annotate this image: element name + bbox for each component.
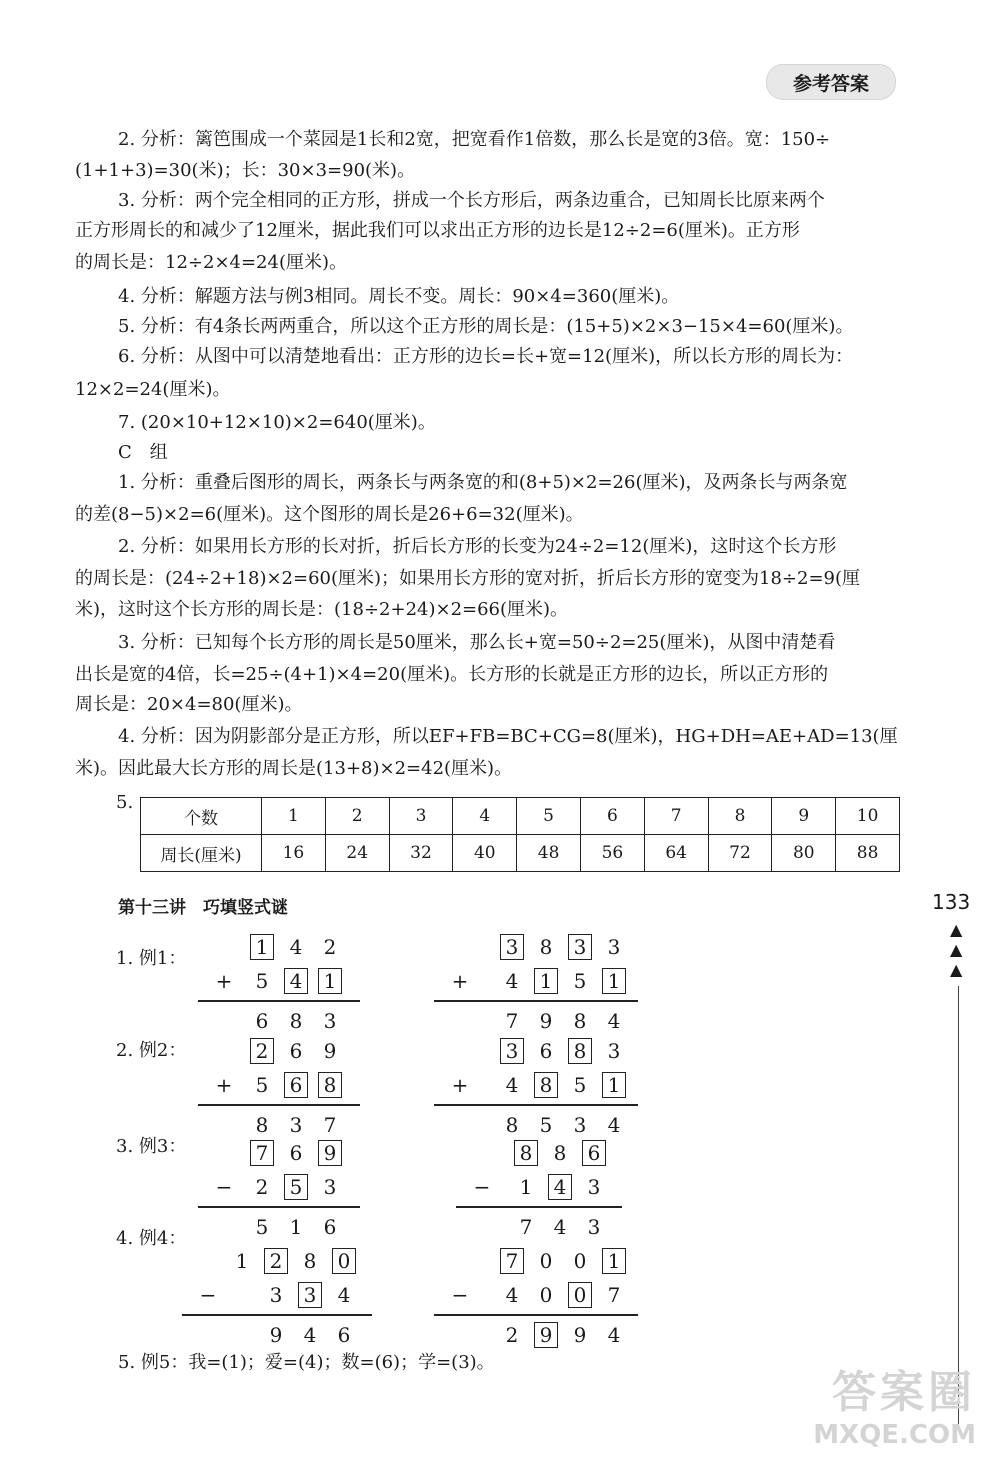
- puzzle-digit: 6: [323, 1215, 337, 1239]
- puzzle-digit: 4: [607, 1113, 621, 1137]
- puzzle-digit: 4: [289, 935, 303, 959]
- puzzle-boxed-digit: 8: [534, 1072, 558, 1098]
- minus-sign: −: [451, 1283, 469, 1307]
- puzzle-digit: 7: [607, 1283, 621, 1307]
- table-cell: 88: [836, 835, 900, 872]
- puzzle-boxed-digit: 2: [250, 1038, 274, 1064]
- text-line: 2. 分析：篱笆围成一个菜园是1长和2宽，把宽看作1倍数，那么长是宽的3倍。宽：150÷: [118, 129, 831, 150]
- text-line: 3. 分析：已知每个长方形的周长是50厘米，那么长+宽=50÷2=25(厘米)，从图中清楚看: [118, 632, 836, 653]
- puzzle-boxed-digit: 9: [534, 1322, 558, 1348]
- puzzle-digit: 6: [289, 1039, 303, 1063]
- puzzle-digit: 3: [607, 1039, 621, 1063]
- table-cell: 72: [708, 835, 772, 872]
- puzzle-label: 1. 例1：: [116, 948, 187, 969]
- puzzle-digit: 5: [573, 1073, 587, 1097]
- plus-sign: +: [451, 969, 469, 993]
- puzzle-digit: 4: [553, 1215, 567, 1239]
- puzzle-digit: 9: [269, 1323, 283, 1347]
- puzzle-boxed-digit: 1: [250, 934, 274, 960]
- puzzle-boxed-digit: 7: [500, 1248, 524, 1274]
- final-answer-line: 5. 例5：我=(1)；爱=(4)；数=(6)；学=(3)。: [118, 1352, 495, 1373]
- puzzle-boxed-digit: 2: [264, 1248, 288, 1274]
- perimeter-table: [140, 797, 900, 872]
- table-cell: 80: [772, 835, 836, 872]
- puzzle-digit: 8: [255, 1113, 269, 1137]
- puzzle-boxed-digit: 8: [514, 1140, 538, 1166]
- puzzle-label: 2. 例2：: [116, 1040, 187, 1061]
- puzzle-digit: 8: [553, 1141, 567, 1165]
- table-cell: 24: [325, 835, 389, 872]
- text-line: 的周长是：12÷2×4=24(厘米)。: [75, 252, 348, 273]
- triangle-icon: ▲: [950, 960, 963, 979]
- text-line: 正方形周长的和减少了12厘米，据此我们可以求出正方形的边长是12÷2=6(厘米)。正方形: [75, 220, 800, 241]
- puzzle-digit: 4: [607, 1009, 621, 1033]
- puzzle-boxed-digit: 3: [500, 1038, 524, 1064]
- puzzle-digit: 9: [539, 1009, 553, 1033]
- puzzle-rule: [182, 1314, 372, 1316]
- puzzle-boxed-digit: 1: [602, 1072, 626, 1098]
- text-line: 米)，这时这个长方形的周长是：(18÷2+24)×2=66(厘米)。: [75, 599, 569, 620]
- puzzle-boxed-digit: 1: [534, 968, 558, 994]
- puzzle-boxed-digit: 1: [318, 968, 342, 994]
- puzzle-digit: 8: [539, 935, 553, 959]
- plus-sign: +: [215, 1073, 233, 1097]
- puzzle-rule: [456, 1206, 622, 1208]
- puzzle-digit: 3: [323, 1009, 337, 1033]
- minus-sign: −: [473, 1175, 491, 1199]
- plus-sign: +: [451, 1073, 469, 1097]
- puzzle-digit: 8: [303, 1249, 317, 1273]
- table-cell: 5: [517, 798, 581, 835]
- table-cell: 9: [772, 798, 836, 835]
- watermark-logo-text: 答案圈: [832, 1367, 976, 1418]
- text-line: 1. 分析：重叠后图形的周长，两条长与两条宽的和(8+5)×2=26(厘米)，及两条长与两条宽: [118, 472, 848, 493]
- table-cell: 3: [389, 798, 453, 835]
- table-cell: 8: [708, 798, 772, 835]
- puzzle-boxed-digit: 7: [250, 1140, 274, 1166]
- puzzle-rule: [198, 1000, 360, 1002]
- table-cell: 7: [644, 798, 708, 835]
- puzzle-rule: [434, 1314, 638, 1316]
- text-line: 4. 分析：因为阴影部分是正方形，所以EF+FB=BC+CG=8(厘米)，HG+DH=AE+AD=13(厘: [118, 726, 898, 747]
- table-row: [141, 798, 900, 835]
- puzzle-rule: [434, 1104, 638, 1106]
- puzzle-digit: 5: [539, 1113, 553, 1137]
- answer-key-badge: 参考答案: [766, 64, 896, 100]
- table-cell: 40: [453, 835, 517, 872]
- table-cell: 个数: [141, 798, 262, 835]
- puzzle-digit: 6: [539, 1039, 553, 1063]
- puzzle-digit: 2: [323, 935, 337, 959]
- puzzle-digit: 3: [607, 935, 621, 959]
- puzzle-digit: 8: [505, 1113, 519, 1137]
- triangle-icon: ▲: [950, 940, 963, 959]
- watermark-url: MXQE.COM: [813, 1420, 976, 1450]
- text-line: 米)。因此最大长方形的周长是(13+8)×2=42(厘米)。: [75, 758, 513, 779]
- puzzle-label: 4. 例4：: [116, 1228, 187, 1249]
- triangle-icon: ▲: [950, 920, 963, 939]
- text-line: 6. 分析：从图中可以清楚地看出：正方形的边长=长+宽=12(厘米)，所以长方形的周长为：: [118, 346, 854, 367]
- puzzle-boxed-digit: 0: [568, 1282, 592, 1308]
- puzzle-boxed-digit: 4: [284, 968, 308, 994]
- puzzle-digit: 3: [323, 1175, 337, 1199]
- table-cell: 16: [262, 835, 326, 872]
- puzzle-boxed-digit: 0: [332, 1248, 356, 1274]
- page-number: 133: [932, 890, 971, 914]
- puzzle-digit: 0: [573, 1249, 587, 1273]
- puzzle-boxed-digit: 1: [602, 1248, 626, 1274]
- text-line: 4. 分析：解题方法与例3相同。周长不变。周长：90×4=360(厘米)。: [118, 286, 680, 307]
- puzzle-digit: 3: [289, 1113, 303, 1137]
- puzzle-digit: 4: [505, 1073, 519, 1097]
- puzzle-digit: 9: [323, 1039, 337, 1063]
- table-cell: 32: [389, 835, 453, 872]
- table-cell: 1: [262, 798, 326, 835]
- table-cell: 10: [836, 798, 900, 835]
- puzzle-boxed-digit: 6: [284, 1072, 308, 1098]
- puzzle-rule: [198, 1104, 360, 1106]
- puzzle-digit: 9: [573, 1323, 587, 1347]
- puzzle-boxed-digit: 8: [318, 1072, 342, 1098]
- puzzle-boxed-digit: 6: [582, 1140, 606, 1166]
- table-cell: 6: [580, 798, 644, 835]
- puzzle-digit: 7: [323, 1113, 337, 1137]
- puzzle-boxed-digit: 3: [500, 934, 524, 960]
- puzzle-digit: 4: [337, 1283, 351, 1307]
- puzzle-digit: 7: [519, 1215, 533, 1239]
- table-cell: 周长(厘米): [141, 835, 262, 872]
- puzzle-boxed-digit: 9: [318, 1140, 342, 1166]
- text-line: (1+1+3)=30(米)；长：30×3=90(米)。: [75, 160, 416, 181]
- puzzle-digit: 6: [289, 1141, 303, 1165]
- puzzle-digit: 5: [255, 1215, 269, 1239]
- puzzle-rule: [434, 1000, 638, 1002]
- watermark: [813, 1356, 976, 1450]
- text-line: 的差(8−5)×2=6(厘米)。这个图形的周长是26+6=32(厘米)。: [75, 504, 584, 525]
- puzzle-rule: [198, 1206, 360, 1208]
- table-cell: 48: [517, 835, 581, 872]
- table-cell: 64: [644, 835, 708, 872]
- puzzle-digit: 3: [587, 1215, 601, 1239]
- puzzle-digit: 3: [587, 1175, 601, 1199]
- puzzle-digit: 3: [573, 1113, 587, 1137]
- puzzle-digit: 4: [607, 1323, 621, 1347]
- puzzle-digit: 8: [289, 1009, 303, 1033]
- puzzle-digit: 0: [539, 1249, 553, 1273]
- table-label: 5.: [116, 792, 134, 813]
- puzzle-digit: 4: [505, 1283, 519, 1307]
- text-line: 5. 分析：有4条长两两重合，所以这个正方形的周长是：(15+5)×2×3−15×4=60(厘米)。: [118, 316, 854, 337]
- puzzle-boxed-digit: 8: [568, 1038, 592, 1064]
- puzzle-digit: 0: [539, 1283, 553, 1307]
- group-heading: C 组: [118, 442, 168, 463]
- puzzle-digit: 1: [519, 1175, 533, 1199]
- text-line: 的周长是：(24÷2+18)×2=60(厘米)；如果用长方形的宽对折，折后长方形的宽变为18÷2=9(厘: [75, 568, 861, 589]
- puzzle-digit: 5: [255, 1073, 269, 1097]
- text-line: 12×2=24(厘米)。: [75, 379, 231, 400]
- puzzle-boxed-digit: 5: [284, 1174, 308, 1200]
- puzzle-digit: 4: [303, 1323, 317, 1347]
- puzzle-digit: 6: [337, 1323, 351, 1347]
- text-line: 出长是宽的4倍，长=25÷(4+1)×4=20(厘米)。长方形的长就是正方形的边长，所以正方形的: [75, 664, 829, 685]
- table-cell: 56: [580, 835, 644, 872]
- puzzle-digit: 6: [255, 1009, 269, 1033]
- table-cell: 4: [453, 798, 517, 835]
- puzzle-boxed-digit: 3: [298, 1282, 322, 1308]
- text-line: 7. (20×10+12×10)×2=640(厘米)。: [118, 412, 436, 433]
- plus-sign: +: [215, 969, 233, 993]
- minus-sign: −: [215, 1175, 233, 1199]
- minus-sign: −: [199, 1283, 217, 1307]
- puzzle-boxed-digit: 3: [568, 934, 592, 960]
- puzzle-digit: 4: [505, 969, 519, 993]
- section-title: 第十三讲 巧填竖式谜: [118, 898, 288, 918]
- puzzle-digit: 7: [505, 1009, 519, 1033]
- text-line: 2. 分析：如果用长方形的长对折，折后长方形的长变为24÷2=12(厘米)，这时这个长方形: [118, 536, 837, 557]
- puzzle-boxed-digit: 4: [548, 1174, 572, 1200]
- puzzle-digit: 3: [269, 1283, 283, 1307]
- puzzle-digit: 2: [255, 1175, 269, 1199]
- text-line: 3. 分析：两个完全相同的正方形，拼成一个长方形后，两条边重合，已知周长比原来两个: [118, 190, 825, 211]
- table-cell: 2: [325, 798, 389, 835]
- puzzle-label: 3. 例3：: [116, 1136, 187, 1157]
- puzzle-digit: 5: [573, 969, 587, 993]
- puzzle-digit: 2: [505, 1323, 519, 1347]
- puzzle-digit: 1: [235, 1249, 249, 1273]
- puzzle-boxed-digit: 1: [602, 968, 626, 994]
- puzzle-digit: 8: [573, 1009, 587, 1033]
- puzzle-digit: 5: [255, 969, 269, 993]
- text-line: 周长是：20×4=80(厘米)。: [75, 694, 303, 715]
- puzzle-digit: 1: [289, 1215, 303, 1239]
- table-row: [141, 835, 900, 872]
